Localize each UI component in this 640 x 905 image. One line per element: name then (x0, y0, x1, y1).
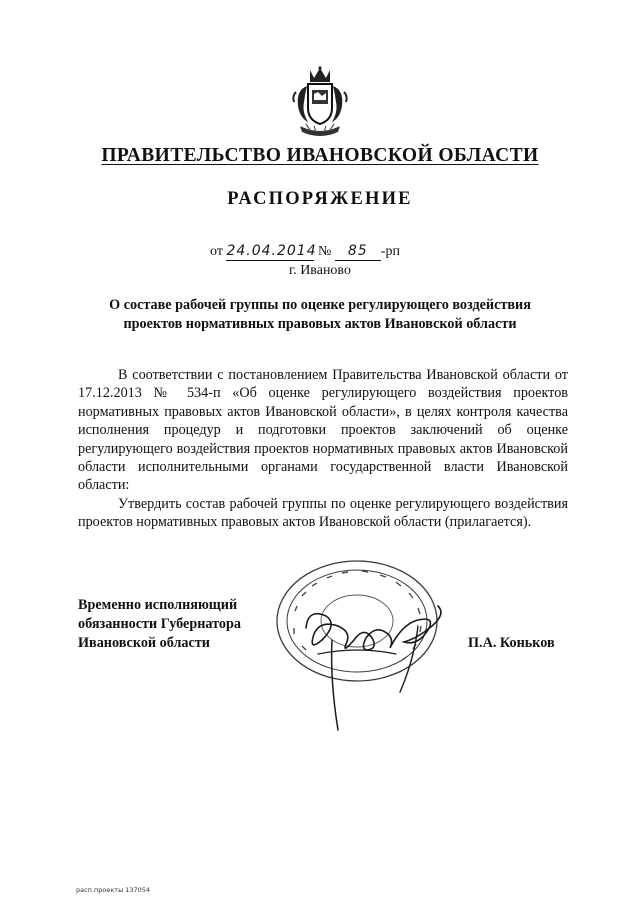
signer-position-line-3: Ивановской области (78, 635, 210, 651)
document-number: 85 (335, 242, 381, 261)
document-subject (60, 296, 580, 334)
subject-line-2: проектов нормативных правовых актов Ивановской области (123, 316, 517, 332)
footer-code: расп.проекты 137054 (76, 886, 151, 894)
handwritten-signature-icon (268, 580, 458, 740)
signer-position (78, 596, 241, 653)
subject-line-1: О составе рабочей группы по оценке регулирующего воздействия (109, 297, 531, 313)
signer-position-line-1: Временно исполняющий (78, 597, 238, 613)
document-date: 24.04.2014 (226, 243, 317, 259)
date-prefix: от (210, 244, 223, 259)
government-title: ПРАВИТЕЛЬСТВО ИВАНОВСКОЙ ОБЛАСТИ (101, 145, 539, 166)
date-number-line (210, 242, 400, 262)
document-type: РАСПОРЯЖЕНИЕ (227, 189, 413, 209)
document-body (78, 366, 568, 532)
body-paragraph-2: Утвердить состав рабочей группы по оценке регулирующего воздействия проектов нормативных правовых актов Ивановской области (прилагается). (78, 495, 568, 531)
body-paragraph-1: В соответствии с постановлением Правительства Ивановской области от 17.12.2013 № 534-п «Об оценке регулирующего воздействия проектов нормативных правовых актов Ивановской области», в целях контроля качества исполнения процедур и подготовки проектов заключений об оценке регулирующего воздействия проектов нормативных правовых актов Ивановской области исполнительными органами государственной власти Ивановской области: (78, 367, 568, 494)
number-suffix: -рп (380, 244, 400, 259)
city: г. Иваново (289, 263, 351, 278)
coat-of-arms-icon (288, 66, 352, 140)
number-prefix: № (317, 244, 332, 259)
signer-name: П.А. Коньков (468, 635, 555, 651)
signer-position-line-2: обязанности Губернатора (78, 616, 241, 632)
